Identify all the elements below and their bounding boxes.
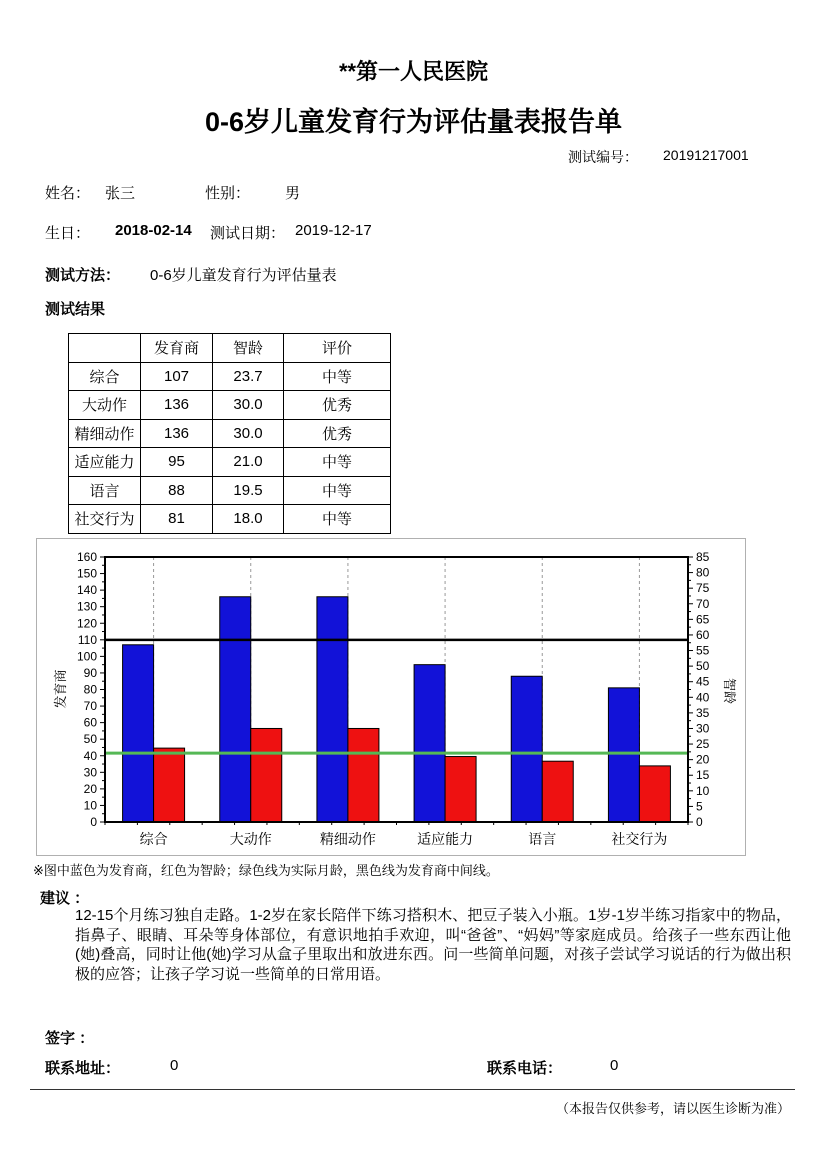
dq-value: 95 <box>141 448 213 477</box>
table-row <box>69 448 391 477</box>
row-label: 综合 <box>69 362 141 391</box>
signature-label: 签字 ： <box>45 1030 95 1047</box>
rating-value: 中等 <box>284 505 391 534</box>
method-value: 0-6岁儿童发育行为评估量表 <box>150 267 337 284</box>
svg-text:40: 40 <box>696 690 710 705</box>
table-row <box>69 391 391 420</box>
row-label: 精细动作 <box>69 419 141 448</box>
development-bar-chart <box>37 539 745 855</box>
svg-text:大动作: 大动作 <box>229 831 272 847</box>
svg-text:发育商: 发育商 <box>53 669 68 709</box>
address-label: 联系地址： <box>45 1060 121 1077</box>
phone-label: 联系电话： <box>487 1060 563 1077</box>
svg-text:10: 10 <box>696 783 710 798</box>
svg-text:160: 160 <box>76 550 97 564</box>
mental-age-value: 23.7 <box>213 362 284 391</box>
svg-text:30: 30 <box>83 765 97 780</box>
phone-value: 0 <box>610 1057 619 1074</box>
disclaimer-text: （本报告仅供参考，请以医生诊断为准） <box>555 1101 790 1116</box>
birthday-label: 生日： <box>45 225 91 242</box>
row-label: 语言 <box>69 476 141 505</box>
mental-age-value: 21.0 <box>213 448 284 477</box>
table-row <box>69 476 391 505</box>
dq-value: 136 <box>141 391 213 420</box>
svg-text:80: 80 <box>83 682 97 697</box>
dq-value: 88 <box>141 476 213 505</box>
header-cell-mental-age: 智龄 <box>213 334 284 363</box>
rating-value: 中等 <box>284 448 391 477</box>
svg-text:60: 60 <box>83 715 97 730</box>
mental-age-value: 30.0 <box>213 419 284 448</box>
svg-text:50: 50 <box>83 732 97 747</box>
svg-text:65: 65 <box>696 612 710 627</box>
test-number-label: 测试编号： <box>568 149 638 165</box>
svg-text:130: 130 <box>76 599 97 614</box>
header-cell-dq: 发育商 <box>141 334 213 363</box>
svg-text:35: 35 <box>696 705 710 720</box>
table-row <box>69 362 391 391</box>
gender-value: 男 <box>285 185 301 202</box>
mental-age-value: 18.0 <box>213 505 284 534</box>
result-section-label: 测试结果 <box>45 301 106 318</box>
name-value: 张三 <box>105 185 136 202</box>
svg-text:语言: 语言 <box>528 831 557 847</box>
svg-text:40: 40 <box>83 748 97 763</box>
svg-text:30: 30 <box>696 721 710 736</box>
svg-text:120: 120 <box>76 616 97 631</box>
method-label: 测试方法： <box>45 267 121 284</box>
svg-text:90: 90 <box>83 665 97 680</box>
svg-text:精细动作: 精细动作 <box>319 831 376 847</box>
suggestion-text: 12-15个月练习独自走路。1-2岁在家长陪伴下练习搭积木、把豆子装入小瓶。1岁-1岁半练习指家中的物品，指鼻子、眼睛、耳朵等身体部位，有意识地拍手欢迎，叫“爸爸”、“妈妈”等家庭成员。给孩子一些东西让他(她)叠高，同时让他(她)学习从盒子里取出和放进东西。问一些简单问题，对孩子尝试学习说话的行为做出积极的应答；让孩子学习说一些简单的日常用语。 <box>75 907 791 983</box>
svg-text:智龄: 智龄 <box>722 677 737 705</box>
rating-value: 优秀 <box>284 419 391 448</box>
svg-text:10: 10 <box>83 798 97 813</box>
svg-text:45: 45 <box>696 674 710 689</box>
mental-age-value: 19.5 <box>213 476 284 505</box>
svg-text:75: 75 <box>696 581 710 596</box>
chart-legend-note: ※图中蓝色为发育商，红色为智龄；绿色线为实际月龄，黑色线为发育商中间线。 <box>33 863 499 878</box>
rating-value: 优秀 <box>284 391 391 420</box>
name-label: 姓名： <box>45 185 91 202</box>
dq-value: 107 <box>141 362 213 391</box>
test-date-value: 2019-12-17 <box>295 222 372 239</box>
rating-value: 中等 <box>284 362 391 391</box>
svg-text:0: 0 <box>90 815 97 829</box>
svg-text:25: 25 <box>696 737 710 752</box>
svg-text:100: 100 <box>76 649 97 664</box>
footer-divider <box>30 1089 795 1090</box>
svg-text:5: 5 <box>696 799 703 814</box>
suggestion-label: 建议 ： <box>40 890 90 907</box>
results-table <box>68 333 391 534</box>
svg-text:适应能力: 适应能力 <box>417 831 474 847</box>
svg-text:70: 70 <box>696 596 710 611</box>
svg-text:80: 80 <box>696 565 710 580</box>
birthday-value: 2018-02-14 <box>115 222 192 239</box>
development-chart-panel <box>36 538 746 856</box>
row-label: 适应能力 <box>69 448 141 477</box>
row-label: 社交行为 <box>69 505 141 534</box>
svg-text:70: 70 <box>83 699 97 714</box>
dq-value: 136 <box>141 419 213 448</box>
svg-text:20: 20 <box>83 781 97 796</box>
svg-text:60: 60 <box>696 627 710 642</box>
svg-text:15: 15 <box>696 768 710 783</box>
mental-age-value: 30.0 <box>213 391 284 420</box>
table-row <box>69 419 391 448</box>
dq-value: 81 <box>141 505 213 534</box>
svg-text:社交行为: 社交行为 <box>611 831 668 847</box>
svg-text:50: 50 <box>696 659 710 674</box>
hospital-title: **第一人民医院 <box>338 59 489 84</box>
table-header-row <box>69 334 391 363</box>
address-value: 0 <box>170 1057 179 1074</box>
svg-text:110: 110 <box>77 632 97 647</box>
gender-label: 性别： <box>205 185 251 202</box>
test-date-label: 测试日期： <box>210 225 286 242</box>
row-label: 大动作 <box>69 391 141 420</box>
rating-value: 中等 <box>284 476 391 505</box>
svg-text:0: 0 <box>696 815 703 829</box>
test-number-value: 20191217001 <box>663 147 749 163</box>
svg-text:150: 150 <box>76 566 97 581</box>
report-title: 0-6岁儿童发育行为评估量表报告单 <box>204 107 623 137</box>
header-cell <box>69 334 141 363</box>
svg-text:20: 20 <box>696 752 710 767</box>
svg-text:140: 140 <box>76 583 97 598</box>
svg-text:综合: 综合 <box>139 831 168 847</box>
svg-text:55: 55 <box>696 643 710 658</box>
table-row <box>69 505 391 534</box>
svg-text:85: 85 <box>696 550 710 564</box>
header-cell-rating: 评价 <box>284 334 391 363</box>
